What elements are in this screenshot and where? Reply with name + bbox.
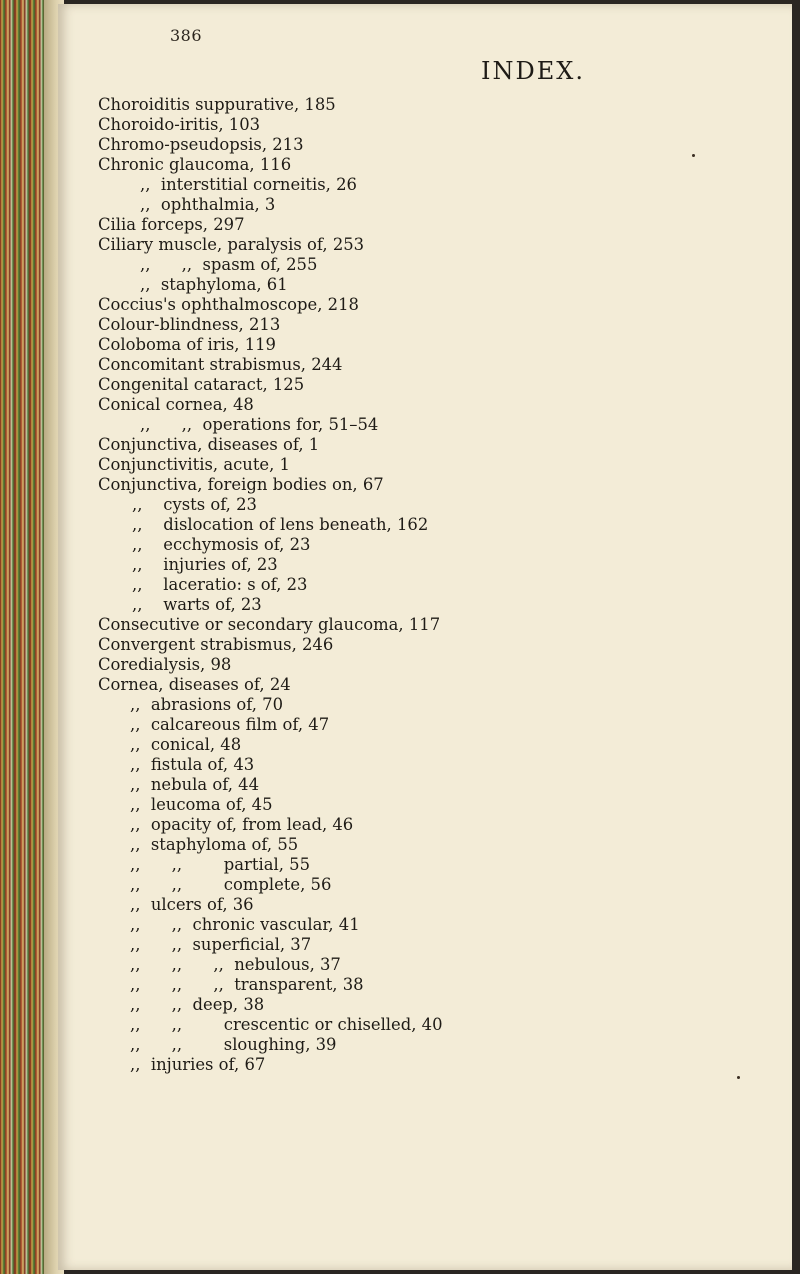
index-page [58,4,794,1270]
running-head: INDEX. [481,57,585,85]
index-entry: ,, cysts of, 23 [132,495,257,514]
index-entry: ,, ,, crescentic or chiselled, 40 [130,1015,443,1034]
index-entry: ,, ,, superficial, 37 [130,935,312,954]
index-entry: ,, ecchymosis of, 23 [132,535,311,554]
index-entry: ,, ,, sloughing, 39 [130,1035,337,1054]
page-number: 386 [170,26,203,45]
index-entry: Ciliary muscle, paralysis of, 253 [98,235,365,254]
index-entry: Coloboma of iris, 119 [98,335,276,354]
index-entry: Choroido-iritis, 103 [98,115,261,134]
index-entry: ,, injuries of, 23 [132,555,278,574]
speck-mark [692,154,695,157]
index-entry: Choroiditis suppurative, 185 [98,95,336,114]
index-entry: Concomitant strabismus, 244 [98,355,343,374]
index-entry: ,, laceratio: s of, 23 [132,575,308,594]
index-entry: ,, ,, spasm of, 255 [140,255,318,274]
index-entry: Conjunctiva, foreign bodies on, 67 [98,475,384,494]
index-entry: ,, ,, chronic vascular, 41 [130,915,360,934]
index-entry: Conjunctivitis, acute, 1 [98,455,290,474]
index-entry: Cilia forceps, 297 [98,215,245,234]
index-entry: ,, ,, partial, 55 [130,855,311,874]
index-entry: Cornea, diseases of, 24 [98,675,291,694]
index-entry: ,, interstitial corneitis, 26 [140,175,357,194]
index-entry: ,, ulcers of, 36 [130,895,254,914]
index-entry: Chronic glaucoma, 116 [98,155,292,174]
index-entry: ,, ophthalmia, 3 [140,195,276,214]
right-page-edge [792,0,800,1274]
index-entry: ,, abrasions of, 70 [130,695,284,714]
index-entry: Coccius's ophthalmoscope, 218 [98,295,359,314]
index-entry: ,, warts of, 23 [132,595,262,614]
index-entry: ,, ,, ,, transparent, 38 [130,975,364,994]
index-entry: ,, conical, 48 [130,735,242,754]
index-entry: Colour-blindness, 213 [98,315,281,334]
index-entry: ,, staphyloma, 61 [140,275,288,294]
index-entry: Convergent strabismus, 246 [98,635,334,654]
index-entry: Chromo-pseudopsis, 213 [98,135,304,154]
index-entry: ,, staphyloma of, 55 [130,835,299,854]
index-entry: Coredialysis, 98 [98,655,232,674]
index-entry: ,, leucoma of, 45 [130,795,273,814]
index-entry: ,, injuries of, 67 [130,1055,266,1074]
index-entry: Conical cornea, 48 [98,395,254,414]
index-entry: ,, fistula of, 43 [130,755,255,774]
index-entry: ,, calcareous film of, 47 [130,715,330,734]
speck-mark [737,1076,740,1079]
index-entry: ,, ,, operations for, 51–54 [140,415,379,434]
index-entry: Conjunctiva, diseases of, 1 [98,435,320,454]
index-entry: ,, ,, ,, nebulous, 37 [130,955,341,974]
index-entry: ,, opacity of, from lead, 46 [130,815,354,834]
index-entry: ,, dislocation of lens beneath, 162 [132,515,429,534]
index-entry: Congenital cataract, 125 [98,375,305,394]
index-entry: Consecutive or secondary glaucoma, 117 [98,615,441,634]
index-entry: ,, nebula of, 44 [130,775,259,794]
index-entry: ,, ,, deep, 38 [130,995,265,1014]
index-entry: ,, ,, complete, 56 [130,875,332,894]
